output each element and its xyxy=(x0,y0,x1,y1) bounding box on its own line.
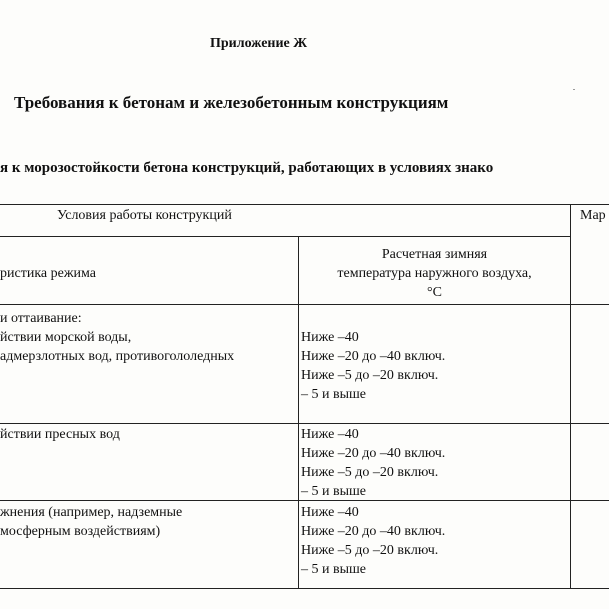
mode-text: адмерзлотных вод, противогололедных xyxy=(0,349,235,364)
document-title: Требования к бетонам и железобетонным конструкциям xyxy=(14,93,449,112)
table-rule xyxy=(0,204,609,205)
temp-range: – 5 и выше xyxy=(301,387,367,402)
temp-range: Ниже –20 до –40 включ. xyxy=(301,349,446,364)
temp-range: Ниже –5 до –20 включ. xyxy=(301,543,439,558)
temp-range: – 5 и выше xyxy=(301,484,367,499)
header-grade: Мар xyxy=(580,208,606,223)
temp-range: Ниже –40 xyxy=(301,427,359,442)
header-temp-line: температура наружного воздуха, xyxy=(337,266,532,281)
mode-text: жнения (например, надземные xyxy=(0,505,183,520)
table-rule xyxy=(0,423,609,424)
mode-text: йствии пресных вод xyxy=(0,427,120,442)
temp-range: Ниже –40 xyxy=(301,505,359,520)
temp-range: Ниже –5 до –20 включ. xyxy=(301,368,439,383)
table-rule xyxy=(0,304,609,305)
header-conditions: Условия работы конструкций xyxy=(57,208,232,223)
temp-range: – 5 и выше xyxy=(301,562,367,577)
temp-range: Ниже –40 xyxy=(301,330,359,345)
header-temp-line: Расчетная зимняя xyxy=(381,247,488,262)
header-temp-line: °С xyxy=(427,285,442,300)
mode-text: и оттаивание: xyxy=(0,311,82,326)
table-caption: я к морозостойкости бетона конструкций, работающих в условиях знако xyxy=(0,160,494,176)
appendix-label: Приложение Ж xyxy=(210,36,308,51)
table-rule xyxy=(0,236,570,237)
temp-range: Ниже –20 до –40 включ. xyxy=(301,446,446,461)
header-mode: ристика режима xyxy=(0,266,96,281)
mode-text: мосферным воздействиям) xyxy=(0,524,161,539)
mode-text: йствии морской воды, xyxy=(0,330,132,345)
temp-range: Ниже –5 до –20 включ. xyxy=(301,465,439,480)
scan-speck xyxy=(573,89,575,90)
table-rule xyxy=(570,204,571,588)
temp-range: Ниже –20 до –40 включ. xyxy=(301,524,446,539)
table-rule xyxy=(0,588,609,589)
